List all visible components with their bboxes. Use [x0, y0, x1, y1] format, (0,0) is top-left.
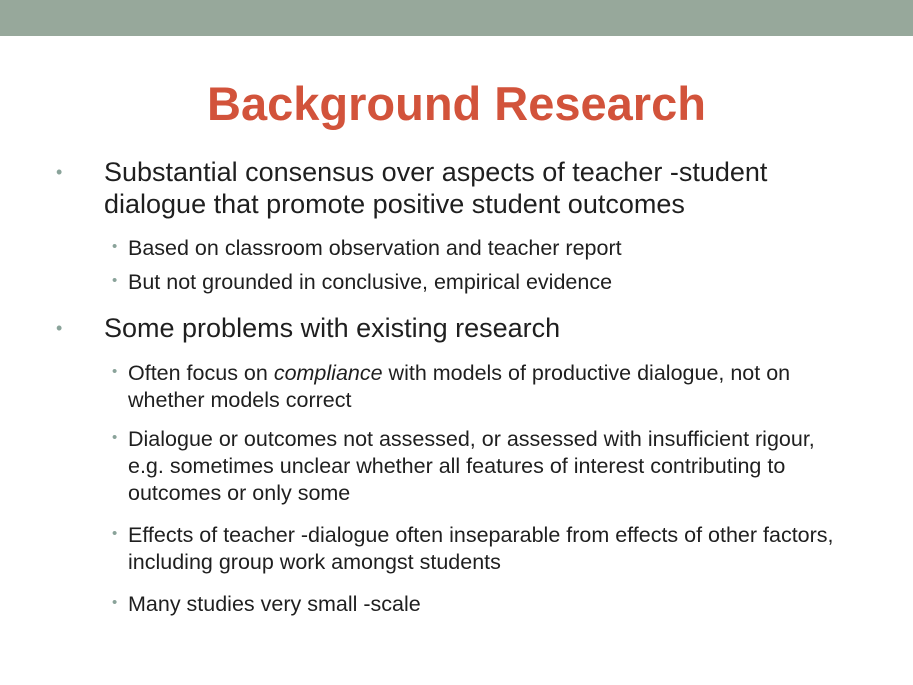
slide-title: Background Research — [207, 77, 706, 130]
bullet-marker: • — [56, 162, 63, 182]
sub-bullet-marker: • — [112, 525, 118, 542]
compliance-text-after: with models of productive dialogue, not on whether models correct — [128, 361, 791, 412]
sub-bullet-inseparable: Effects of teacher -dialogue often inseparable from effects of other factors, including group work amongst students — [128, 523, 834, 574]
sub-bullet-marker: • — [112, 429, 118, 446]
compliance-text-before: Often focus on — [128, 361, 274, 385]
sub-bullet-small-scale: Many studies very small -scale — [128, 592, 421, 616]
sub-bullet-rigour: Dialogue or outcomes not assessed, or assessed with insufficient rigour, e.g. sometimes unclear whether all features of interest contributing to outcomes or only some — [128, 427, 815, 505]
sub-bullet-marker: • — [112, 272, 118, 289]
sub-bullet-marker: • — [112, 238, 118, 255]
sub-bullet-evidence: But not grounded in conclusive, empirical evidence — [128, 270, 613, 294]
bullet-marker: • — [56, 318, 63, 338]
bullet-point-problems: Some problems with existing research — [104, 313, 561, 343]
sub-bullet-compliance — [128, 360, 848, 414]
compliance-emphasis: compliance — [273, 361, 383, 385]
sub-bullet-observation: Based on classroom observation and teacher report — [128, 236, 622, 260]
sub-bullet-marker: • — [112, 594, 118, 611]
bullet-point-consensus: Substantial consensus over aspects of teacher -student dialogue that promote positive student outcomes — [104, 157, 768, 219]
sub-bullet-marker: • — [112, 363, 118, 380]
